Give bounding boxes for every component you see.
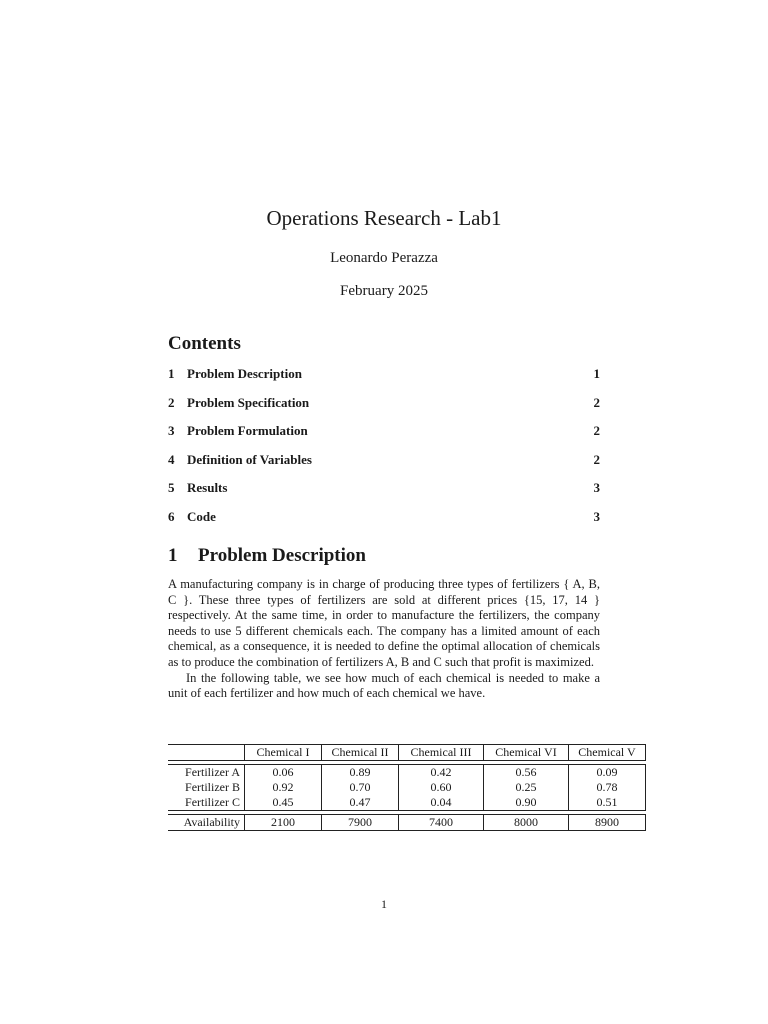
table-cell: 0.06: [245, 765, 322, 781]
toc-number: 3: [168, 423, 175, 438]
table-row: [168, 795, 646, 811]
table-cell: 0.09: [569, 765, 646, 781]
section-title: Problem Description: [198, 545, 366, 566]
table-row: [168, 765, 646, 781]
document-title: Operations Research - Lab1: [266, 206, 502, 230]
toc-label: Code: [187, 508, 216, 524]
toc-label: Problem Specification: [187, 394, 310, 410]
toc-label: Definition of Variables: [187, 451, 312, 467]
toc-page-number: 2: [593, 394, 600, 410]
document-author: Leonardo Perazza: [330, 250, 438, 266]
column-header: Chemical III: [399, 745, 484, 761]
toc-entry-problem-formulation[interactable]: [168, 423, 600, 452]
document-date: February 2025: [340, 283, 428, 299]
toc-number: 5: [168, 480, 175, 495]
table-cell: 0.51: [569, 795, 646, 811]
chemical-requirements-table: [168, 744, 646, 831]
toc-page-number: 3: [593, 508, 600, 524]
toc-entry-code[interactable]: [168, 509, 600, 538]
table-cell: 0.45: [245, 795, 322, 811]
toc-entry-problem-specification[interactable]: [168, 395, 600, 424]
table-cell: 0.04: [399, 795, 484, 811]
table-cell: 7400: [399, 815, 484, 831]
table-cell: 0.47: [322, 795, 399, 811]
table-cell: 0.60: [399, 780, 484, 795]
table-cell: 0.90: [484, 795, 569, 811]
table-cell: 0.89: [322, 765, 399, 781]
table-cell: 0.25: [484, 780, 569, 795]
toc-page-number: 3: [593, 480, 600, 495]
toc-number: 1: [168, 366, 175, 381]
column-header: Chemical V: [569, 745, 646, 761]
toc-entry-definition-of-variables[interactable]: [168, 452, 600, 481]
section-body: [168, 577, 600, 702]
toc-page-number: 2: [593, 451, 600, 467]
table-cell: 0.42: [399, 765, 484, 781]
toc-number: 2: [168, 394, 175, 410]
table-cell: 7900: [322, 815, 399, 831]
availability-row: [168, 815, 646, 831]
section-number: 1: [168, 545, 178, 566]
table-corner-cell: [168, 745, 245, 761]
table-header-row: [168, 745, 646, 761]
table-of-contents: [168, 366, 600, 537]
column-header: Chemical II: [322, 745, 399, 761]
contents-heading: Contents: [168, 333, 241, 354]
column-header: Chemical I: [245, 745, 322, 761]
toc-entry-problem-description[interactable]: [168, 366, 600, 395]
paragraph: In the following table, we see how much of each chemical is needed to make a unit of each fertilizer and how much of each chemical we have.: [168, 670, 600, 701]
table-cell: 0.70: [322, 780, 399, 795]
paragraph: A manufacturing company is in charge of producing three types of fertilizers { A, B, C }. These three types of fertilizers are sold at different prices {15, 17, 14 } respectively. At the same time, in order to manufacture the fertilizers, the company needs to use 5 different chemicals each. The company has a limited amount of each chemical, as a consequence, it is needed to define the optimal allocation of chemicals as to produce the combination of fertilizers A, B and C such that profit is maximized.: [168, 577, 600, 669]
table-cell: 0.92: [245, 780, 322, 795]
toc-number: 4: [168, 451, 175, 467]
toc-label: Problem Formulation: [187, 423, 308, 438]
toc-page-number: 2: [593, 423, 600, 438]
table-row: [168, 780, 646, 795]
section-heading-problem-description: [168, 545, 366, 567]
toc-label: Results: [187, 480, 228, 495]
table-cell: 8900: [569, 815, 646, 831]
toc-label: Problem Description: [187, 366, 302, 381]
row-label: Availability: [168, 815, 245, 831]
table-cell: 2100: [245, 815, 322, 831]
toc-number: 6: [168, 508, 175, 524]
table-cell: 0.78: [569, 780, 646, 795]
toc-entry-results[interactable]: [168, 480, 600, 509]
table-cell: 8000: [484, 815, 569, 831]
toc-page-number: 1: [593, 366, 600, 381]
page-number: 1: [381, 897, 387, 911]
row-label: Fertilizer B: [185, 780, 240, 794]
row-label: Fertilizer C: [168, 795, 245, 811]
row-label: Fertilizer A: [168, 765, 245, 781]
table-cell: 0.56: [484, 765, 569, 781]
column-header: Chemical VI: [484, 745, 569, 761]
